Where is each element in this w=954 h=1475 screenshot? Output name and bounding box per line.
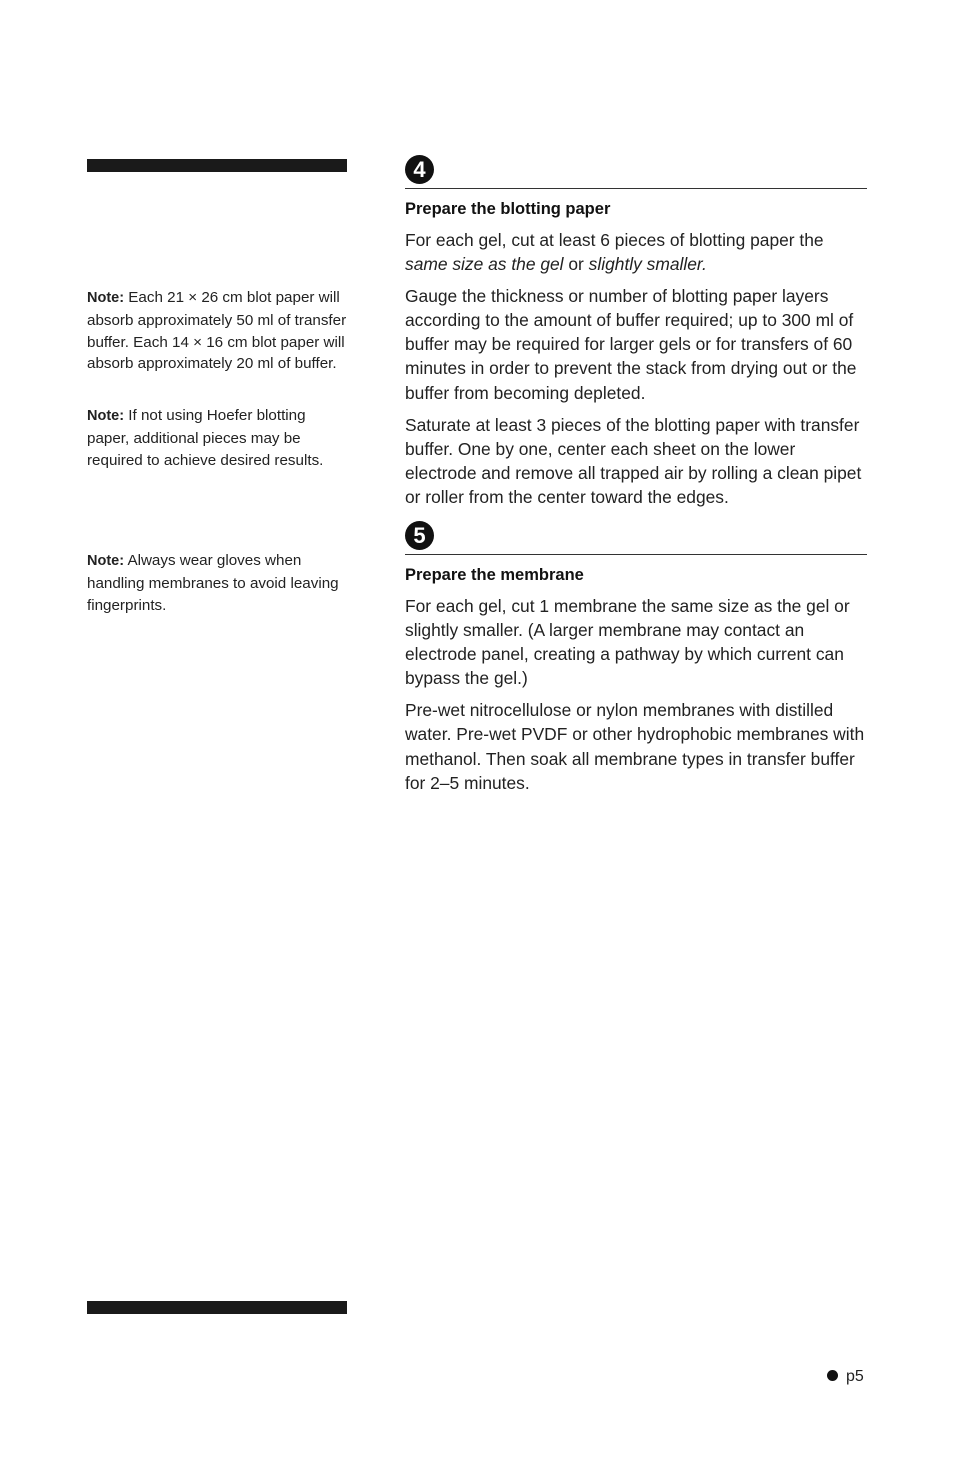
note-label: Note: [87, 408, 125, 424]
bottom-margin-bar [87, 1301, 347, 1314]
step-5-section [405, 521, 867, 795]
emphasis-text: same size as the gel [405, 254, 564, 275]
bullet-icon [827, 1370, 838, 1381]
note-label: Note: [87, 553, 125, 569]
text-run: or [563, 254, 589, 275]
step-4-section [405, 155, 867, 509]
step-divider [405, 188, 867, 189]
step-number-4-icon: 4 [405, 155, 434, 184]
step-number-5-icon: 5 [405, 521, 434, 550]
step-heading: Prepare the membrane [405, 566, 584, 584]
emphasis-text: slightly smaller. [588, 254, 707, 275]
paragraph: Saturate at least 3 pieces of the blotting paper with transfer buffer. One by one, center each sheet on the lower electrode and remove all trapped air by rolling a clean pipet or roller from the center toward the edges. [405, 414, 862, 507]
note-text: Always wear gloves when handling membranes to avoid leaving fingerprints. [87, 552, 339, 614]
note-label: Note: [87, 290, 125, 306]
top-margin-bar [87, 159, 347, 172]
paragraph [405, 228, 867, 276]
note-gloves [87, 550, 349, 616]
paragraph: For each gel, cut 1 membrane the same size as the gel or slightly smaller. (A larger membrane may contact an electrode panel, creating a pathway by which current can bypass the gel.) [405, 596, 850, 689]
page-number-text: p5 [846, 1368, 864, 1385]
note-blotting-paper [87, 405, 349, 471]
paragraph: Pre-wet nitrocellulose or nylon membranes with distilled water. Pre-wet PVDF or other hydrophobic membranes with methanol. Then soak all membrane types in transfer buffer for 2–5 minutes. [405, 700, 865, 793]
step-divider [405, 554, 867, 555]
note-text: Each 21 × 26 cm blot paper will absorb approximately 50 ml of transfer buffer. Each 14 × 16 cm blot paper will absorb approximately 20 ml of buffer. [87, 289, 347, 373]
note-text: If not using Hoefer blotting paper, additional pieces may be required to achieve desired results. [87, 407, 324, 469]
page-number [827, 1367, 864, 1387]
text-run: For each gel, cut at least 6 pieces of blotting paper the [405, 230, 824, 250]
paragraph: Gauge the thickness or number of blotting paper layers according to the amount of buffer required; up to 300 ml of buffer may be required for larger gels or for transfers of 60 minutes in order to prevent the stack from drying out or the buffer from becoming depleted. [405, 286, 857, 403]
step-heading: Prepare the blotting paper [405, 200, 611, 218]
note-buffer-absorption [87, 287, 349, 375]
